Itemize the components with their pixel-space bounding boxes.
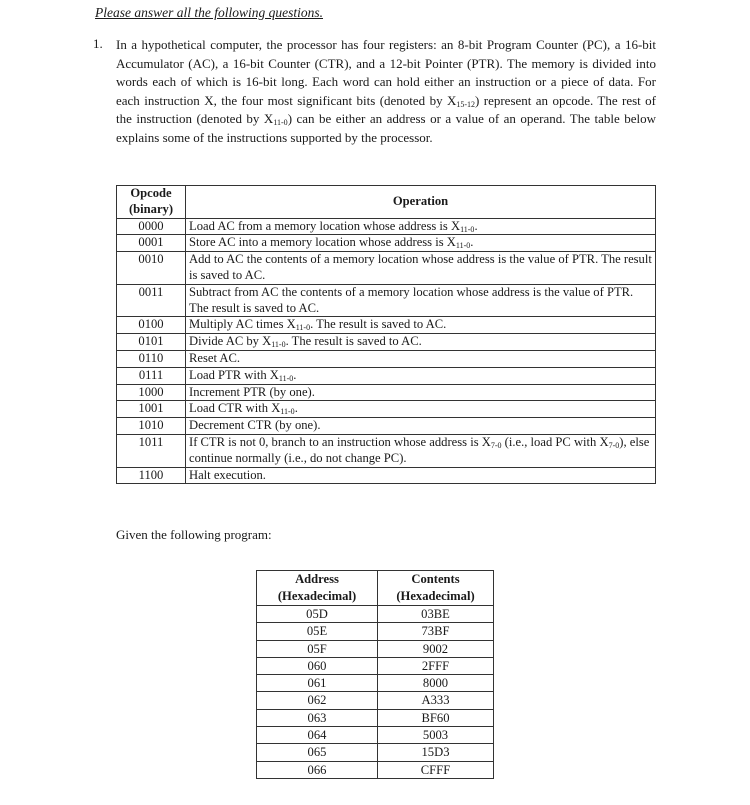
question-text-part1: In a hypothetical computer, the processor has four registers: an 8-bit Program Counter (PC), a 16-bit Accumulator (AC), a 16-bit Counter (CTR), and a 12-bit Pointer (PTR). The memory is divided into words each of which is 16-bit long. Each word can hold either an instruction or a piece of data. For each instruction X, the four most significant bits (denoted by X bbox=[116, 37, 656, 108]
opcode-cell: 1100 bbox=[117, 467, 186, 484]
program-table-row bbox=[257, 657, 494, 674]
operand-subscript: 7-0 bbox=[608, 440, 620, 450]
contents-cell: A333 bbox=[378, 692, 494, 709]
opcode-table-row bbox=[117, 434, 656, 467]
operand-subscript: 11-0 bbox=[455, 241, 471, 251]
operation-cell bbox=[186, 252, 656, 285]
question-number: 1. bbox=[93, 36, 103, 51]
page-heading: Please answer all the following questions. bbox=[95, 5, 323, 20]
opcode-table bbox=[116, 185, 656, 484]
opcode-cell: 1010 bbox=[117, 418, 186, 435]
question-text-part3: ) can be either an address or a value of an operand. The table below explains some of the instructions supported by the processor. bbox=[116, 111, 656, 145]
contents-cell: 15D3 bbox=[378, 744, 494, 761]
program-table-row bbox=[257, 675, 494, 692]
opcode-subscript: 15-12 bbox=[456, 99, 476, 109]
operation-cell bbox=[186, 434, 656, 467]
operation-text: . The result is saved to AC. bbox=[310, 317, 447, 332]
address-cell: 065 bbox=[257, 744, 378, 761]
operation-text: . bbox=[293, 367, 297, 382]
opcode-table-row bbox=[117, 284, 656, 317]
opcode-table-row bbox=[117, 467, 656, 484]
address-cell: 05E bbox=[257, 623, 378, 640]
address-cell: 060 bbox=[257, 657, 378, 674]
operation-text: Add to AC the contents of a memory location whose address is the value of PTR. The result is saved to AC. bbox=[189, 252, 652, 282]
operation-cell bbox=[186, 317, 656, 334]
contents-column-header bbox=[378, 571, 494, 606]
opcode-table-header bbox=[117, 186, 656, 219]
operation-cell bbox=[186, 218, 656, 235]
operation-cell bbox=[186, 384, 656, 401]
operand-subscript: 11-0 bbox=[278, 373, 294, 383]
opcode-table-row bbox=[117, 317, 656, 334]
given-program-label: Given the following program: bbox=[116, 527, 272, 542]
opcode-cell: 0101 bbox=[117, 334, 186, 351]
opcode-cell: 1000 bbox=[117, 384, 186, 401]
address-cell: 062 bbox=[257, 692, 378, 709]
opcode-table-row bbox=[117, 235, 656, 252]
address-column-header bbox=[257, 571, 378, 606]
contents-cell: 2FFF bbox=[378, 657, 494, 674]
operation-text: Divide AC by X bbox=[189, 334, 272, 349]
address-cell: 063 bbox=[257, 709, 378, 726]
operand-subscript: 7-0 bbox=[490, 440, 502, 450]
program-table-row bbox=[257, 744, 494, 761]
opcode-table-row bbox=[117, 384, 656, 401]
address-cell: 05F bbox=[257, 640, 378, 657]
opcode-cell: 0111 bbox=[117, 367, 186, 384]
operation-text: ), else continue normally (i.e., do not change PC). bbox=[189, 434, 650, 465]
program-table-row bbox=[257, 692, 494, 709]
program-table-row bbox=[257, 727, 494, 744]
operation-text: Load AC from a memory location whose address is X bbox=[189, 218, 461, 233]
contents-header-line1: Contents bbox=[411, 572, 460, 586]
operation-text: Decrement CTR (by one). bbox=[189, 418, 321, 433]
operand-subscript: 11-0 bbox=[460, 224, 475, 234]
program-table bbox=[256, 570, 494, 779]
operation-cell bbox=[186, 367, 656, 384]
opcode-cell: 0001 bbox=[117, 235, 186, 252]
operand-subscript: 11-0 bbox=[295, 323, 311, 333]
opcode-cell: 0110 bbox=[117, 350, 186, 367]
operation-column-header: Operation bbox=[186, 186, 656, 219]
address-cell: 05D bbox=[257, 606, 378, 623]
operation-text: Load PTR with X bbox=[189, 367, 279, 382]
operation-cell bbox=[186, 401, 656, 418]
opcode-column-header bbox=[117, 186, 186, 219]
question-text bbox=[116, 36, 656, 148]
operation-text: If CTR is not 0, branch to an instruction whose address is X bbox=[189, 434, 491, 449]
program-table-header bbox=[257, 571, 494, 606]
contents-header-line2: (Hexadecimal) bbox=[396, 589, 475, 603]
program-table-row bbox=[257, 761, 494, 778]
operation-text: . The result is saved to AC. bbox=[285, 334, 422, 349]
operation-cell bbox=[186, 334, 656, 351]
opcode-table-row bbox=[117, 252, 656, 285]
operation-text: . bbox=[294, 401, 298, 416]
operand-subscript: 11-0 bbox=[271, 340, 286, 350]
address-cell: 061 bbox=[257, 675, 378, 692]
operation-text: Multiply AC times X bbox=[189, 317, 296, 332]
operation-cell bbox=[186, 467, 656, 484]
address-cell: 066 bbox=[257, 761, 378, 778]
operation-cell bbox=[186, 418, 656, 435]
contents-cell: 03BE bbox=[378, 606, 494, 623]
opcode-table-row bbox=[117, 350, 656, 367]
opcode-table-row bbox=[117, 334, 656, 351]
opcode-cell: 1011 bbox=[117, 434, 186, 467]
operation-cell bbox=[186, 235, 656, 252]
program-table-row bbox=[257, 623, 494, 640]
operation-text: (i.e., load PC with X bbox=[501, 434, 609, 449]
address-header-line1: Address bbox=[295, 572, 339, 586]
opcode-header-line2: (binary) bbox=[128, 201, 174, 216]
question-text-part2: ) represent an opcode. The rest of the instruction (denoted by X bbox=[116, 92, 657, 127]
opcode-table-row bbox=[117, 418, 656, 435]
address-cell: 064 bbox=[257, 727, 378, 744]
address-header-line2: (Hexadecimal) bbox=[277, 589, 357, 603]
contents-cell: 9002 bbox=[378, 640, 494, 657]
contents-cell: 73BF bbox=[378, 623, 494, 640]
operation-text: Subtract from AC the contents of a memory location whose address is the value of PTR. The result is saved to AC. bbox=[189, 284, 634, 315]
opcode-table-row bbox=[117, 367, 656, 384]
contents-cell: 5003 bbox=[378, 727, 494, 744]
opcode-header-line1: Opcode bbox=[130, 186, 172, 200]
opcode-cell: 0010 bbox=[117, 252, 186, 285]
operation-text: Increment PTR (by one). bbox=[189, 384, 315, 399]
program-table-row bbox=[257, 640, 494, 657]
program-table-row bbox=[257, 709, 494, 726]
operand-subscript: 11-0 bbox=[273, 118, 288, 128]
operation-text: . bbox=[470, 235, 474, 250]
operand-subscript: 11-0 bbox=[280, 407, 295, 417]
contents-cell: CFFF bbox=[378, 761, 494, 778]
operation-text: Reset AC. bbox=[189, 350, 241, 365]
operation-text: Store AC into a memory location whose address is X bbox=[189, 235, 456, 250]
operation-cell bbox=[186, 284, 656, 317]
opcode-cell: 0100 bbox=[117, 317, 186, 334]
opcode-table-row bbox=[117, 401, 656, 418]
contents-cell: BF60 bbox=[378, 709, 494, 726]
operation-text: . bbox=[474, 218, 478, 233]
opcode-cell: 1001 bbox=[117, 401, 186, 418]
contents-cell: 8000 bbox=[378, 675, 494, 692]
opcode-cell: 0011 bbox=[117, 284, 186, 317]
opcode-cell: 0000 bbox=[117, 218, 186, 235]
operation-text: Load CTR with X bbox=[189, 401, 281, 416]
program-table-row bbox=[257, 606, 494, 623]
operation-cell bbox=[186, 350, 656, 367]
operation-text: Halt execution. bbox=[189, 467, 266, 482]
opcode-table-row bbox=[117, 218, 656, 235]
